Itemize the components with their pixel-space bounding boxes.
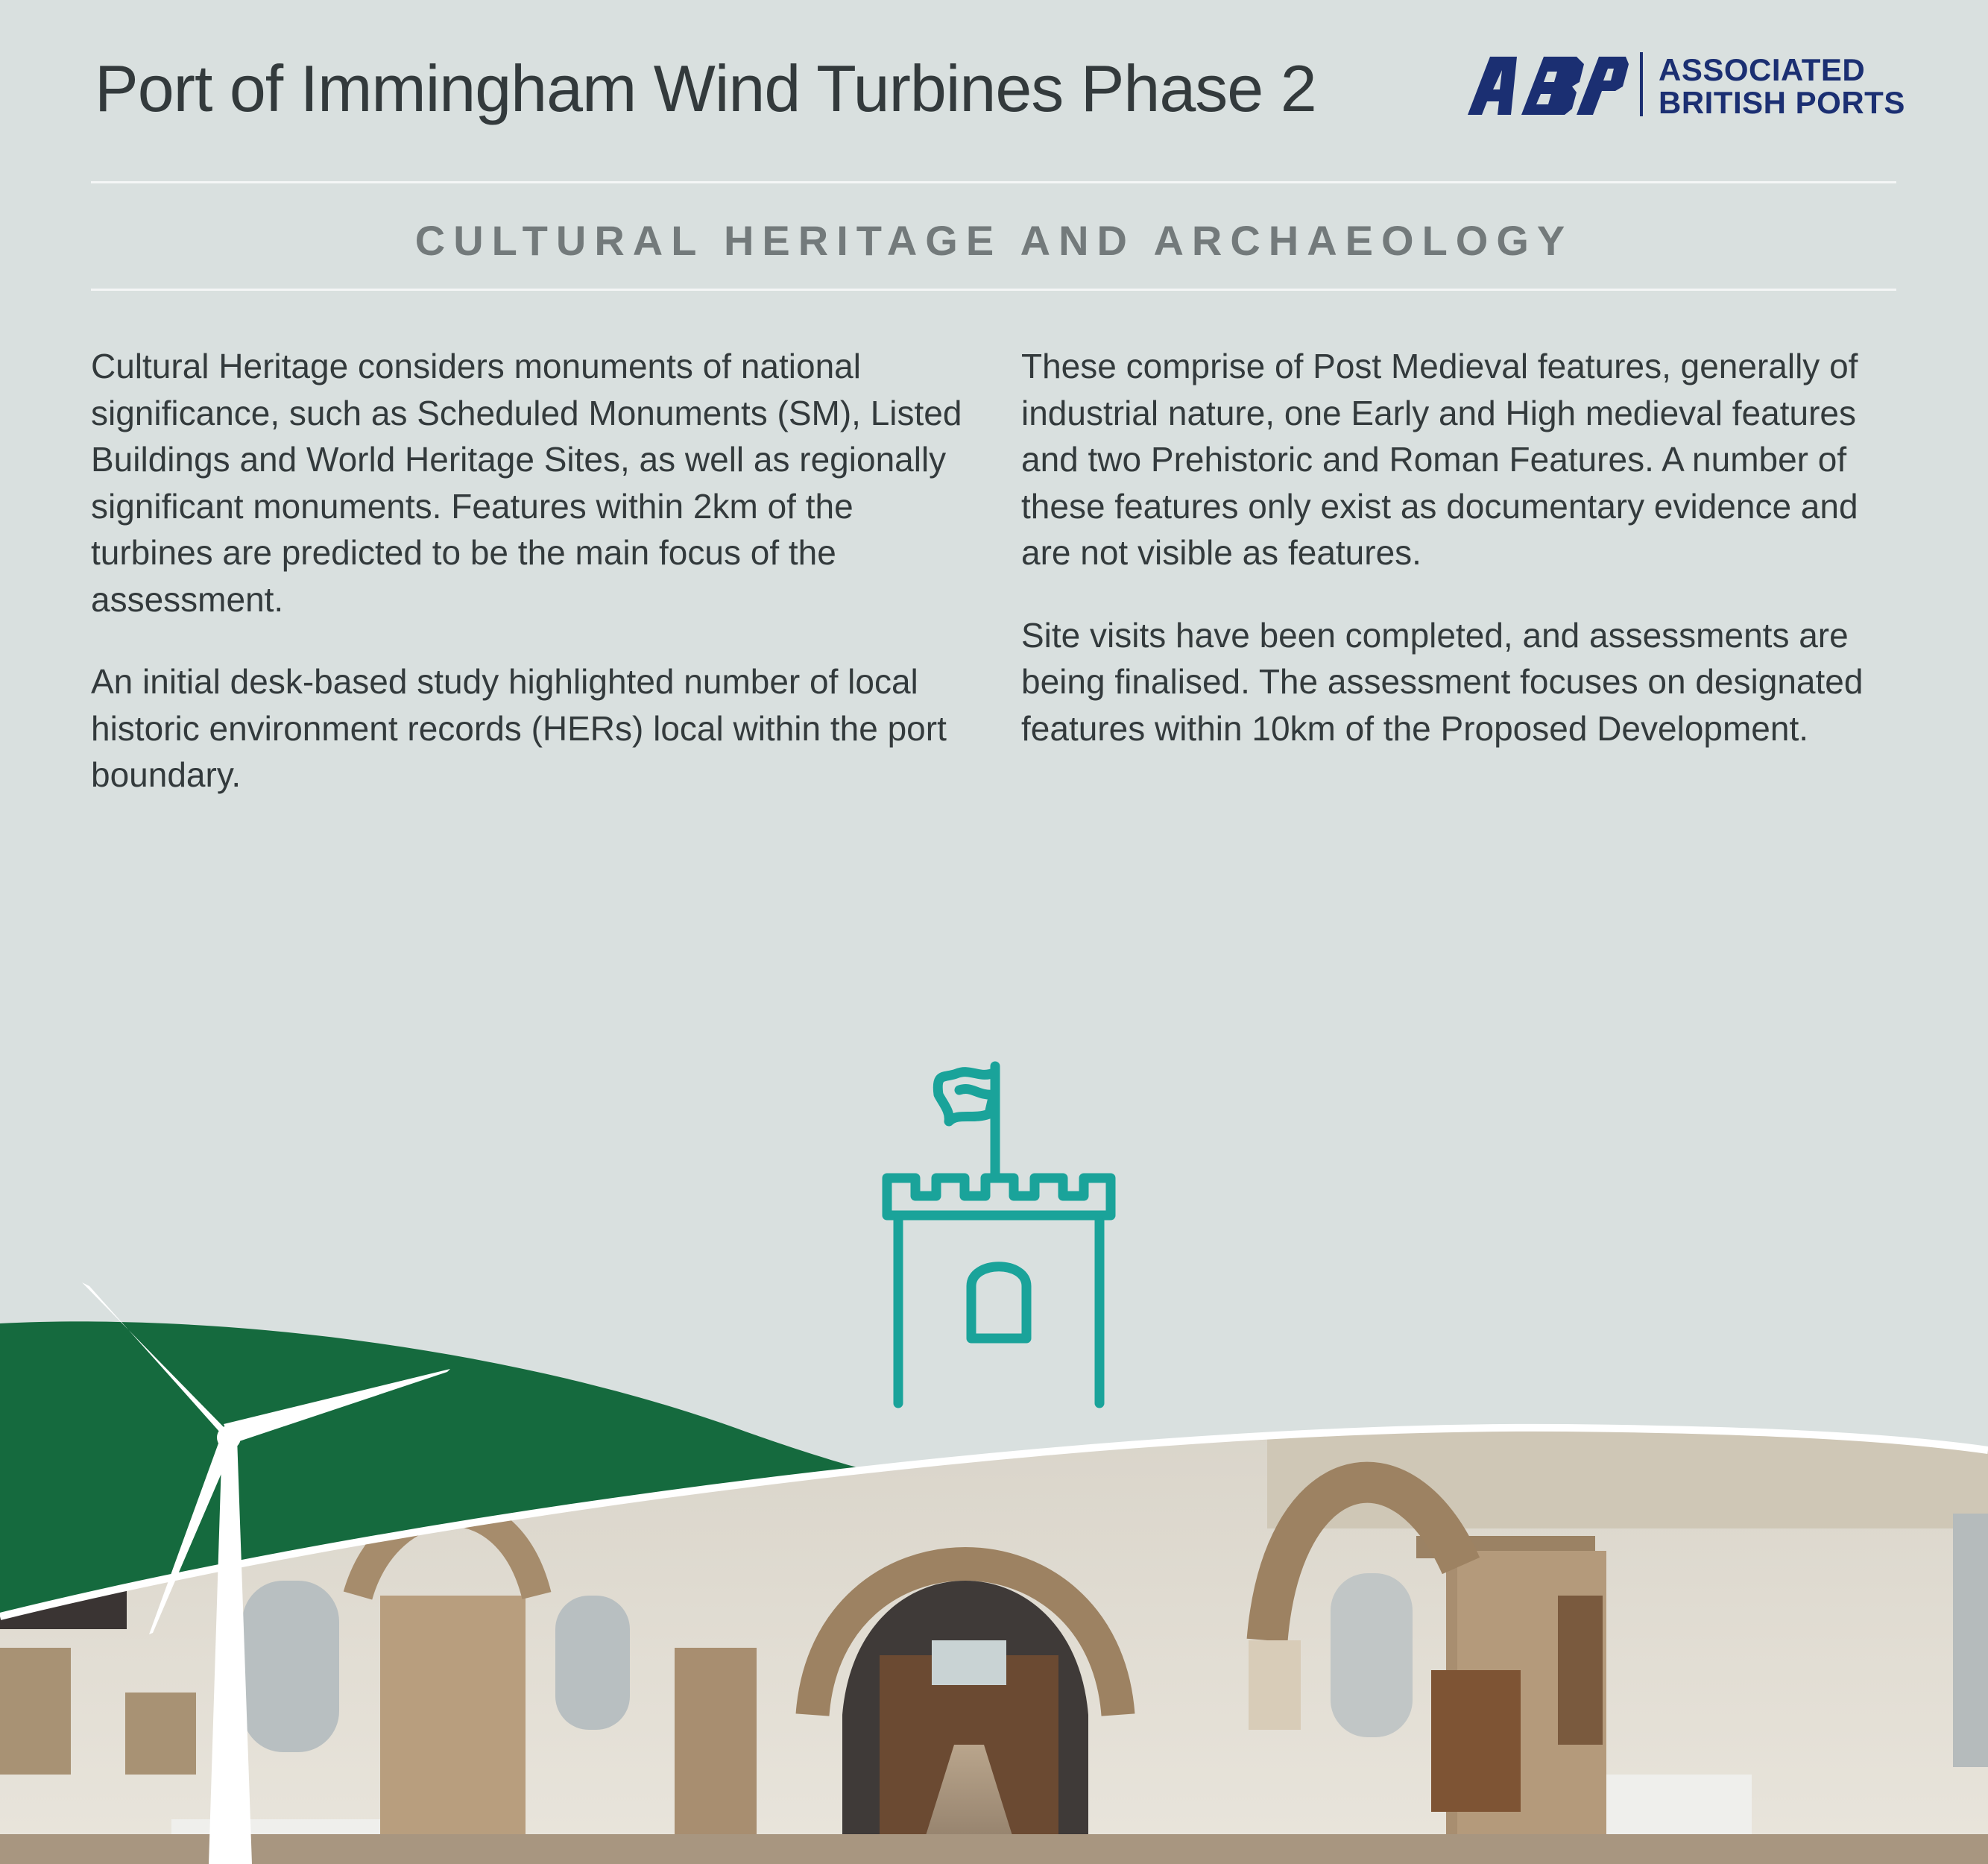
right-paragraph-1: These comprise of Post Medieval features, generally of industrial nature, one Early and High medieval features and two Prehistoric and Roman Features. A number of these features only exist as documentary evidence and are not visible as features. <box>1021 347 1858 572</box>
logo-line-1: ASSOCIATED <box>1659 52 1866 87</box>
section-heading: CULTURAL HERITAGE AND ARCHAEOLOGY <box>414 217 1574 264</box>
left-paragraph-2: An initial desk-based study highlighted number of local historic environment records (HERs) local within the port boundary. <box>91 662 947 794</box>
page-title: Port of Immingham Wind Turbines Phase 2 <box>95 51 1316 125</box>
abp-logo-mark <box>1457 57 1629 115</box>
bottom-divider <box>91 289 1896 291</box>
logo-wordmark <box>1659 54 1905 119</box>
right-column <box>1021 343 1908 787</box>
left-column <box>91 343 978 834</box>
logo-line-2: BRITISH PORTS <box>1659 85 1905 120</box>
logo-divider <box>1640 52 1643 116</box>
right-paragraph-2: Site visits have been completed, and assessments are being finalised. The assessment focuses on designated features within 10km of the Proposed Development. <box>1021 615 1864 748</box>
abp-logo <box>1457 52 1912 119</box>
church-interior-photo <box>0 1268 1988 1864</box>
top-divider <box>91 181 1896 183</box>
left-paragraph-1: Cultural Heritage considers monuments of national significance, such as Scheduled Monuments (SM), Listed Buildings and World Heritage Sites, as well as regionally significant monuments. Features within 2km of the turbines are predicted to be the main focus of the assessment. <box>91 347 962 619</box>
